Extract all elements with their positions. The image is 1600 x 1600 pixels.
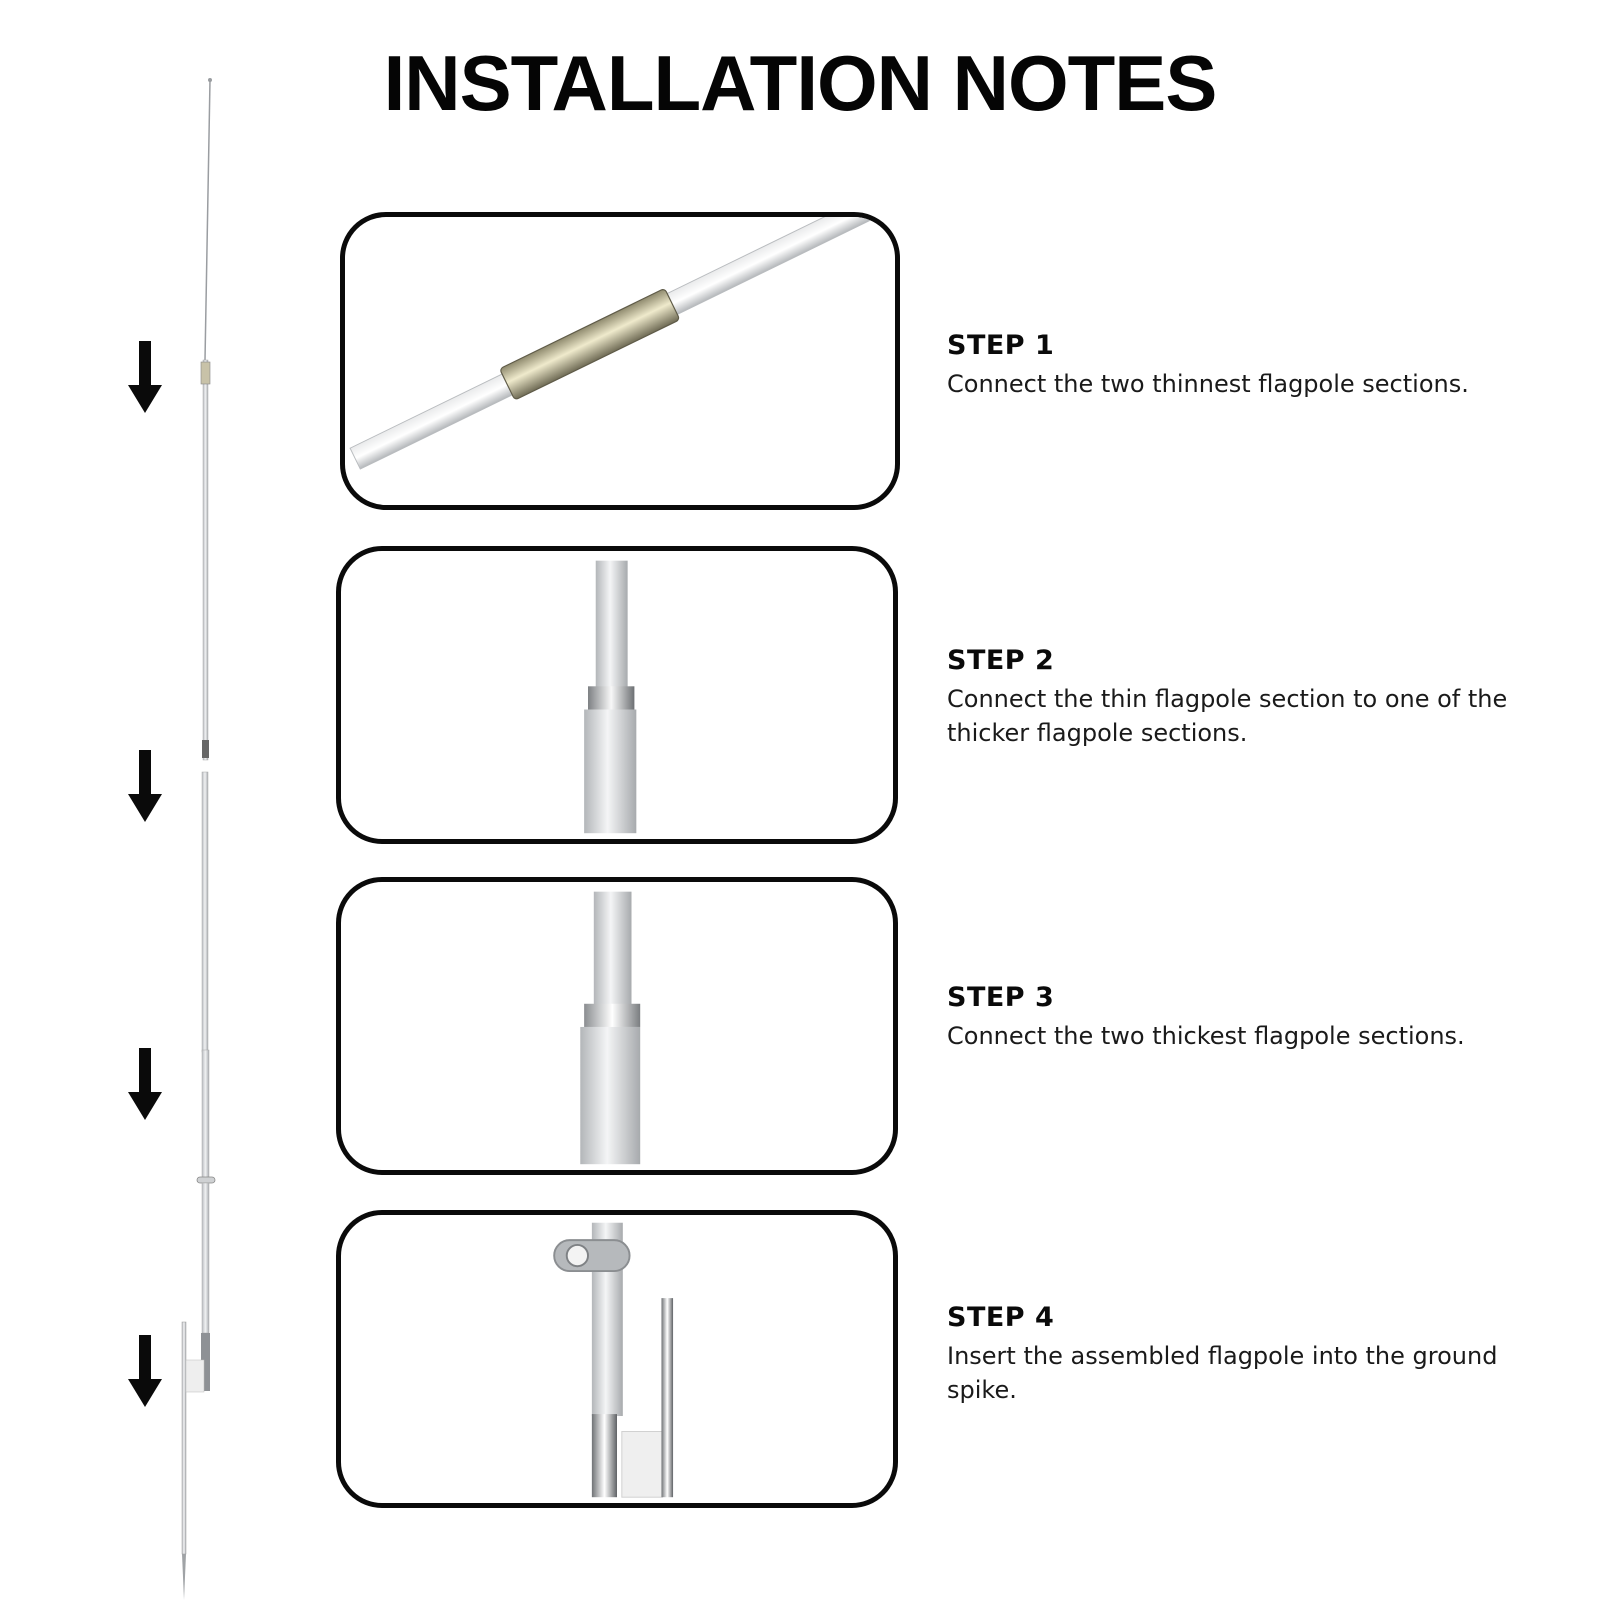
step-3-title: STEP 3 — [947, 982, 1055, 1013]
step-1-text: Connect the two thinnest flagpole sections. — [947, 370, 1469, 398]
step-3-image — [336, 877, 898, 1175]
step-1-image — [340, 212, 900, 510]
step-1-block — [947, 330, 1547, 401]
down-arrow-icon — [128, 1048, 162, 1124]
step-1-title: STEP 1 — [947, 330, 1055, 361]
step-2-title: STEP 2 — [947, 645, 1055, 676]
down-arrow-icon — [128, 1335, 162, 1411]
step-4-title: STEP 4 — [947, 1302, 1055, 1333]
step-2-block — [947, 645, 1547, 750]
down-arrow-icon — [128, 341, 162, 417]
step-3-text: Connect the two thickest flagpole sections. — [947, 1022, 1465, 1050]
step-4-block — [947, 1302, 1547, 1407]
down-arrow-icon — [128, 750, 162, 826]
page-title: INSTALLATION NOTES — [383, 39, 1217, 127]
flagpole-diagram — [100, 60, 260, 1600]
step-4-text: Insert the assembled flagpole into the ground spike. — [947, 1342, 1498, 1404]
step-3-block — [947, 982, 1547, 1053]
step-2-text: Connect the thin flagpole section to one of the thicker flagpole sections. — [947, 685, 1508, 747]
step-2-image — [336, 546, 898, 844]
step-4-image — [336, 1210, 898, 1508]
